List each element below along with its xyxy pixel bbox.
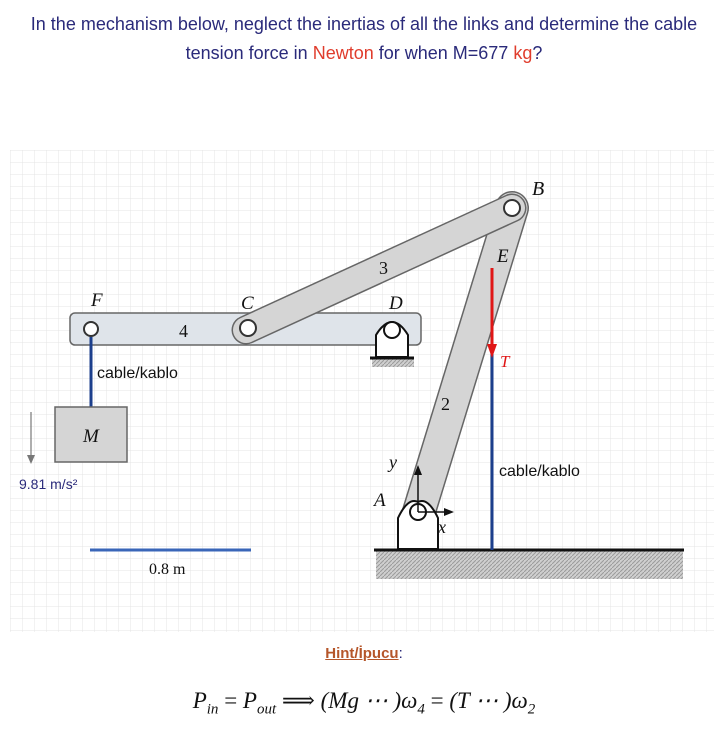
label-link-4: 4: [179, 321, 188, 341]
label-link-3: 3: [379, 258, 388, 278]
formula-p-in: P: [192, 688, 207, 713]
label-d: D: [389, 293, 403, 314]
formula-implies: ⟹: [276, 688, 321, 713]
label-scale: 0.8 m: [149, 561, 186, 578]
formula-right: (T ⋯ )ω: [449, 688, 528, 713]
hint: [0, 645, 728, 662]
label-b: B: [532, 178, 545, 200]
joint-d: [384, 322, 400, 338]
joint-c: [240, 320, 256, 336]
label-cable-left: cable/kablo: [97, 365, 178, 382]
formula-p-out: P: [242, 688, 257, 713]
hint-colon: :: [398, 645, 403, 662]
label-e: E: [497, 246, 509, 267]
formula-sub-in: in: [206, 701, 219, 718]
formula-sub-out: out: [256, 701, 277, 718]
formula-eq-1: =: [218, 688, 243, 713]
support-d-hatch: [372, 359, 414, 367]
label-mass: M: [83, 426, 99, 447]
question-line-1: In the mechanism below, neglect the inertias of all the links and determine the cable: [30, 14, 698, 34]
label-y-axis: y: [389, 452, 397, 472]
unit-kg: kg: [513, 43, 533, 63]
joint-b: [504, 200, 520, 216]
label-link-2: 2: [441, 394, 450, 414]
question-line-2: [0, 39, 728, 68]
question-part-2: tension force in: [185, 43, 313, 63]
formula-left: (Mg ⋯ )ω: [320, 688, 418, 713]
formula-eq-2: =: [424, 688, 450, 713]
label-x-axis: x: [438, 517, 446, 537]
label-t: T: [500, 352, 510, 371]
ground-hatch: [376, 551, 683, 579]
question-part-3: for when M=677: [373, 43, 514, 63]
power-formula: [0, 688, 728, 719]
question-part-4: ?: [532, 43, 543, 63]
question-text: [0, 10, 728, 68]
label-f: F: [91, 290, 103, 311]
label-cable-right: cable/kablo: [499, 463, 580, 480]
mechanism-diagram: [0, 140, 728, 635]
unit-newton: Newton: [312, 43, 374, 63]
label-c: C: [241, 293, 254, 314]
formula-sub-4: 4: [417, 701, 425, 718]
formula-sub-2: 2: [527, 701, 536, 718]
joint-f: [84, 322, 98, 336]
hint-link[interactable]: Hint/İpucu: [325, 645, 399, 662]
label-gravity: 9.81 m/s²: [19, 476, 78, 492]
label-a: A: [374, 490, 386, 511]
